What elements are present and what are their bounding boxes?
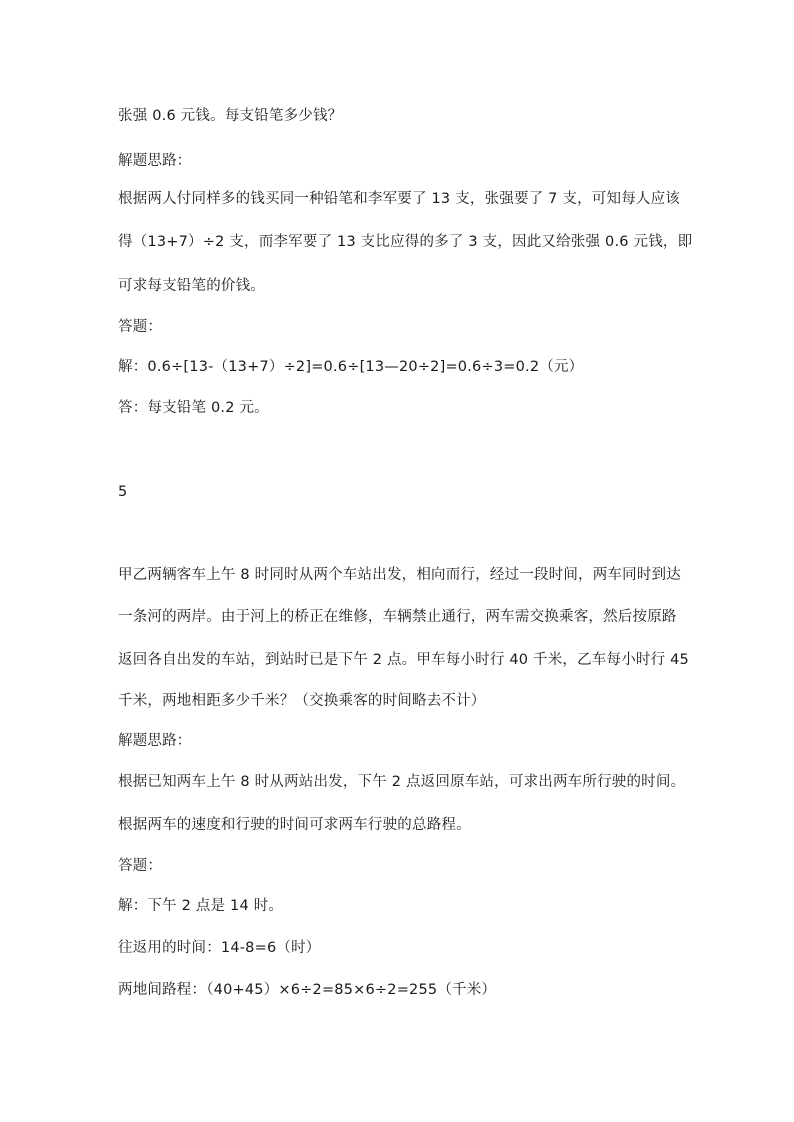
- problem5-solution-line-2: 往返用的时间：14-8=6（时）: [118, 940, 321, 956]
- problem5-question-line-2: 一条河的两岸。由于河上的桥正在维修，车辆禁止通行，两车需交换乘客，然后按原路: [118, 609, 677, 625]
- problem5-number: 5: [118, 484, 128, 500]
- problem4-final-answer: 答：每支铅笔 0.2 元。: [118, 400, 269, 416]
- problem5-question-line-4: 千米，两地相距多少千米？（交换乘客的时间略去不计）: [118, 693, 486, 709]
- problem4-thinking-label: 解题思路：: [118, 153, 192, 169]
- problem4-thinking-line-2: 得（13+7）÷2 支，而李军要了 13 支比应得的多了 3 支，因此又给张强 0.6 元钱，即: [118, 234, 693, 250]
- problem4-answer-label: 答题：: [118, 319, 163, 335]
- problem5-thinking-line-1: 根据已知两车上午 8 时从两站出发，下午 2 点返回原车站，可求出两车所行驶的时间。: [118, 774, 686, 790]
- problem4-solution: 解：0.6÷[13-（13+7）÷2]=0.6÷[13—20÷2]=0.6÷3=0.2（元）: [118, 359, 584, 375]
- problem4-thinking-line-3: 可求每支铅笔的价钱。: [118, 278, 265, 294]
- problem4-thinking-line-1: 根据两人付同样多的钱买同一种铅笔和李军要了 13 支，张强要了 7 支，可知每人应该: [118, 191, 681, 207]
- problem4-question-tail: 张强 0.6 元钱。每支铅笔多少钱？: [118, 108, 343, 124]
- problem5-solution-line-1: 解：下午 2 点是 14 时。: [118, 898, 284, 914]
- problem5-question-line-3: 返回各自出发的车站，到站时已是下午 2 点。甲车每小时行 40 千米，乙车每小时行 45: [118, 652, 689, 668]
- problem5-question-line-1: 甲乙两辆客车上午 8 时同时从两个车站出发，相向而行，经过一段时间，两车同时到达: [118, 567, 681, 583]
- problem5-thinking-line-2: 根据两车的速度和行驶的时间可求两车行驶的总路程。: [118, 817, 471, 833]
- problem5-solution-line-3: 两地间路程：（40+45）×6÷2=85×6÷2=255（千米）: [118, 982, 497, 998]
- problem5-thinking-label: 解题思路：: [118, 733, 192, 749]
- problem5-answer-label: 答题：: [118, 858, 163, 874]
